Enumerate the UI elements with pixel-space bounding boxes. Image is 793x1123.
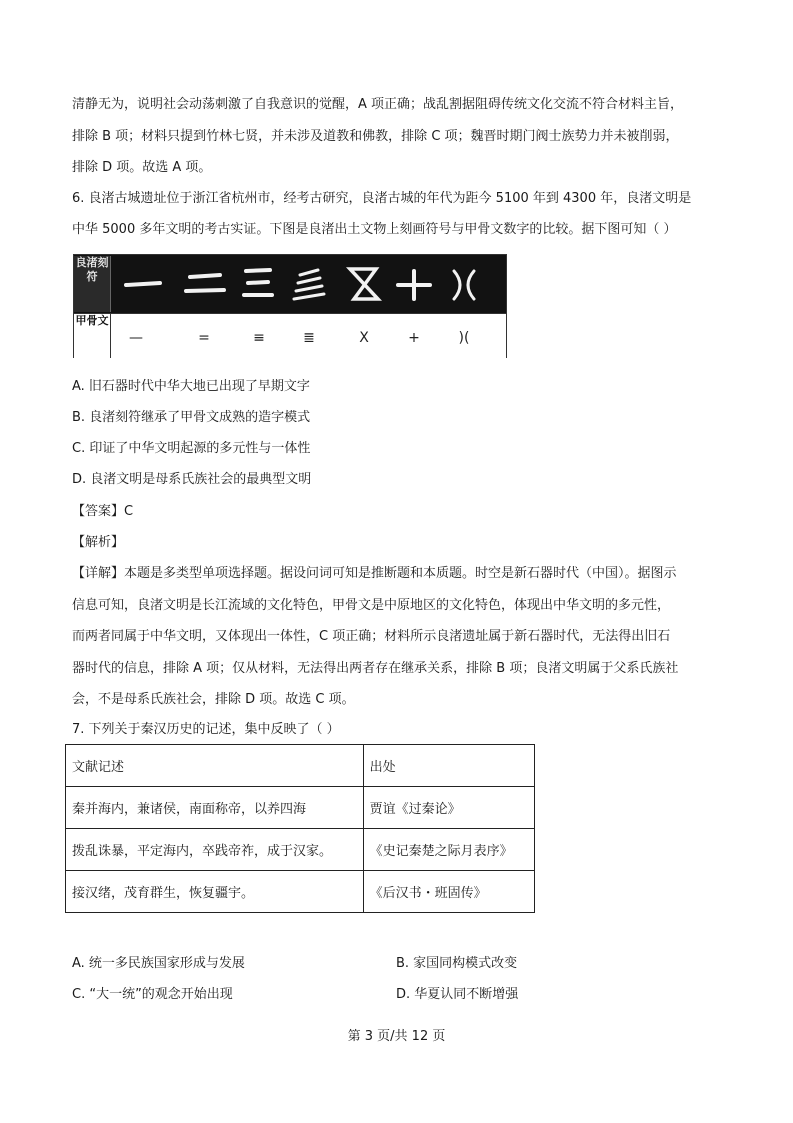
q7-option-a[interactable]: A. 统一多民族国家形成与发展 — [72, 956, 245, 971]
q6-option-a[interactable]: A. 旧石器时代中华大地已出现了早期文字 — [72, 379, 310, 394]
lz-symbol-3 — [244, 270, 272, 295]
q7-option-c[interactable]: C. “大一统”的观念开始出现 — [72, 987, 233, 1002]
ob-symbol-5: X — [359, 330, 369, 346]
q6-option-c[interactable]: C. 印证了中华文明起源的多元性与一体性 — [72, 441, 311, 456]
figure-row1-label: 良渚刻符 — [74, 256, 111, 312]
table-cell-source: 贾谊《过秦论》 — [363, 787, 534, 829]
q6-stem-line-1: 6. 良渚古城遗址位于浙江省杭州市，经考古研究，良渚古城的年代为距今 5100 年到 4300 年，良渚文明是 — [72, 191, 692, 206]
intro-line-1: 清静无为，说明社会动荡刺激了自我意识的觉醒，A 项正确；战乱割据阻碍传统文化交流不符合材料主旨， — [72, 97, 684, 112]
q7-option-d[interactable]: D. 华夏认同不断增强 — [396, 987, 519, 1002]
table-row — [66, 787, 535, 829]
ob-symbol-4: ≣ — [303, 330, 315, 346]
q6-detail-line-4: 器时代的信息，排除 A 项；仅从材料，无法得出两者存在继承关系，排除 B 项；良渚文明属于父系氏族社 — [72, 661, 679, 676]
q6-detail-line-1: 【详解】本题是多类型单项选择题。据设问词可知是推断题和本质题。时空是新石器时代（中国）。据图示 — [72, 566, 677, 581]
table-cell-record: 秦并海内，兼诸侯，南面称帝，以养四海 — [66, 787, 364, 829]
q6-analysis-label: 【解析】 — [72, 535, 125, 550]
q7-table — [65, 744, 535, 913]
lz-symbol-2b — [186, 290, 224, 291]
table-cell-source: 《史记秦楚之际月表序》 — [363, 829, 534, 871]
page-footer: 第 3 页/共 12 页 — [347, 1029, 446, 1044]
q6-detail-line-2: 信息可知，良渚文明是长江流域的文化特色，甲骨文是中原地区的文化特色，体现出中华文明的多元性， — [72, 598, 671, 613]
figure-row2-label: 甲骨文 — [74, 314, 111, 358]
ob-symbol-2: = — [198, 330, 210, 346]
lz-symbol-6 — [398, 271, 430, 299]
ob-symbol-1: — — [129, 330, 143, 346]
table-cell-source: 《后汉书・班固传》 — [363, 871, 534, 913]
q6-option-d[interactable]: D. 良渚文明是母系氏族社会的最典型文明 — [72, 472, 312, 487]
liangzhu-symbols-image — [74, 255, 506, 313]
ob-symbol-3: ≡ — [253, 330, 265, 346]
q6-detail-line-5: 会，不是母系氏族社会，排除 D 项。故选 C 项。 — [72, 692, 355, 707]
table-cell-record: 接汉绪，茂育群生，恢复疆宇。 — [66, 871, 364, 913]
table-header-row — [66, 745, 535, 787]
q6-answer: 【答案】C — [72, 504, 134, 519]
ob-symbol-6: + — [408, 330, 420, 346]
q6-figure — [73, 254, 507, 358]
figure-row-liangzhu — [74, 255, 506, 313]
q6-option-b[interactable]: B. 良渚刻符继承了甲骨文成熟的造字模式 — [72, 410, 311, 425]
lz-symbol-4 — [294, 270, 324, 299]
ob-symbol-7: )( — [458, 330, 470, 346]
lz-symbol-1 — [126, 283, 160, 285]
intro-line-2: 排除 B 项；材料只提到竹林七贤，并未涉及道教和佛教，排除 C 项；魏晋时期门阀士族势力并未被削弱， — [72, 129, 679, 144]
lz-symbol-2a — [190, 275, 220, 277]
lz-symbol-7 — [454, 271, 474, 299]
oracle-bone-symbols — [74, 314, 506, 358]
q7-stem: 7. 下列关于秦汉历史的记述，集中反映了（ ） — [72, 722, 340, 737]
q6-stem-line-2: 中华 5000 多年文明的考古实证。下图是良渚出土文物上刻画符号与甲骨文数字的比较。据下图可知（ ） — [72, 222, 677, 237]
table-cell-record: 拨乱诛暴，平定海内，卒践帝祚，成于汉家。 — [66, 829, 364, 871]
q7-option-b[interactable]: B. 家国同构模式改变 — [396, 956, 518, 971]
lz-symbol-5 — [350, 269, 378, 299]
q6-detail-line-3: 而两者同属于中华文明，又体现出一体性，C 项正确；材料所示良渚遗址属于新石器时代，无法得出旧石 — [72, 629, 671, 644]
intro-line-3: 排除 D 项。故选 A 项。 — [72, 160, 212, 175]
table-row — [66, 871, 535, 913]
table-row — [66, 829, 535, 871]
table-header-record: 文献记述 — [66, 745, 364, 787]
table-header-source: 出处 — [363, 745, 534, 787]
figure-row-oracle-bone — [74, 313, 506, 358]
